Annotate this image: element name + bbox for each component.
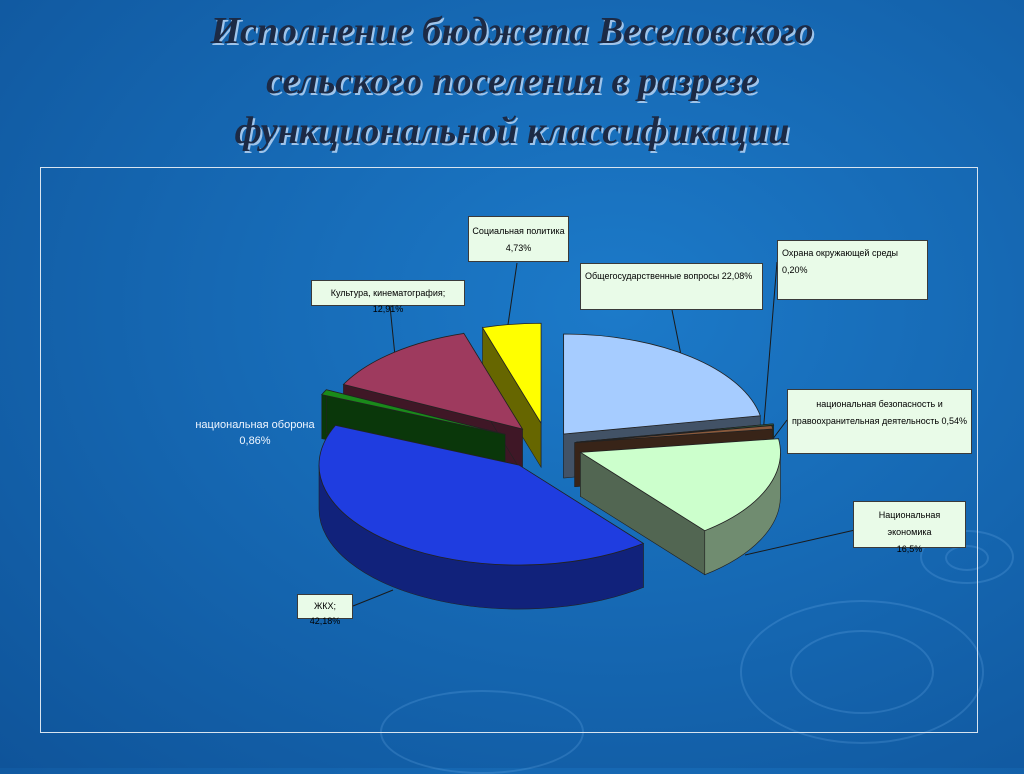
label-environment-text: Охрана окружающей среды 0,20% xyxy=(782,248,898,275)
label-defense xyxy=(170,417,340,449)
label-culture-text: Культура, кинематография; 12,91% xyxy=(330,288,446,314)
label-general-text: Общегосударственные вопросы 22,08% xyxy=(585,271,753,281)
pie-slices xyxy=(319,323,780,609)
label-housing-text: ЖКХ; 42,18% xyxy=(309,601,341,626)
label-security-value: правоохранительная деятельность 0,54% xyxy=(791,416,968,426)
label-environment xyxy=(777,240,928,300)
label-social-policy-name: Социальная политика xyxy=(472,226,565,236)
label-housing xyxy=(297,594,353,626)
label-economy xyxy=(853,501,966,554)
title-line-3: функциональной классификации xyxy=(234,110,790,152)
label-economy-name: Национальная экономика xyxy=(878,510,941,537)
title-line-1: Исполнение бюджета Веселовского xyxy=(210,10,814,52)
label-security xyxy=(787,389,972,454)
label-defense-name: национальная оборона xyxy=(195,419,315,431)
leader-line-environment xyxy=(762,262,777,447)
label-culture xyxy=(311,280,465,314)
label-defense-value: 0,86% xyxy=(239,435,271,447)
leader-line-housing xyxy=(353,590,393,606)
label-social-policy-value: 4,73% xyxy=(505,243,532,253)
label-economy-value: 16,5% xyxy=(896,544,923,554)
label-general xyxy=(580,263,763,310)
label-social-policy xyxy=(468,216,569,262)
label-security-name: национальная безопасность и xyxy=(816,399,943,409)
title-line-2: сельского поселения в разрезе xyxy=(266,60,758,102)
